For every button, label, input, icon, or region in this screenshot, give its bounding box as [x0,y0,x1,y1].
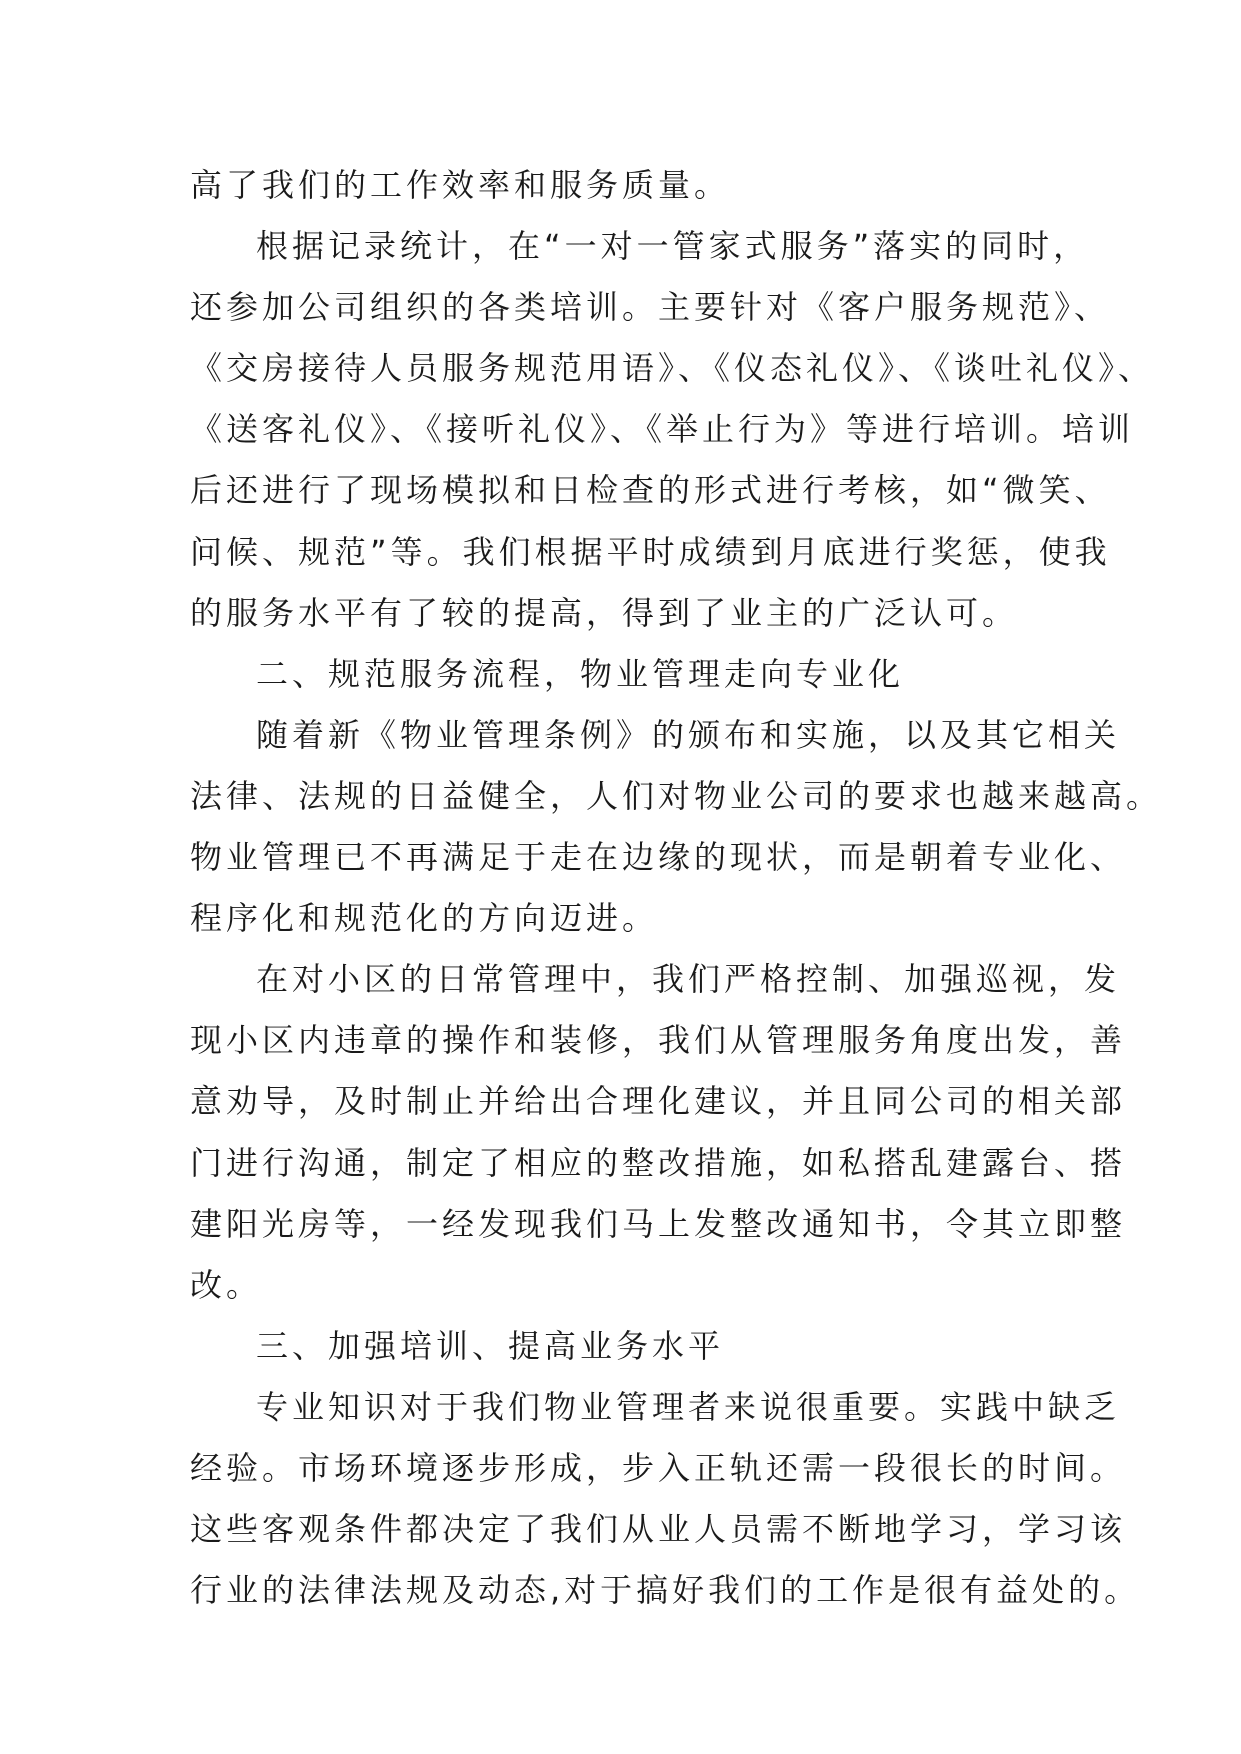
text-line: 程序化和规范化的方向迈进。 [190,899,659,938]
text-line: 门进行沟通，制定了相应的整改措施，如私搭乱建露台、搭 [190,1143,1127,1182]
section-heading: 二、规范服务流程，物业管理走向专业化 [256,654,905,693]
paragraph-first-line: 专业知识对于我们物业管理者来说很重要。实践中缺乏 [256,1387,1121,1426]
text-line: 问候、规范”等。我们根据平时成绩到月底进行奖惩，使我 [190,532,1111,571]
text-line: 《送客礼仪》、《接听礼仪》、《举止行为》等进行培训。培训 [190,410,1135,449]
text-line: 行业的法律法规及动态,对于搞好我们的工作是很有益处的。 [190,1571,1141,1610]
text-line: 高了我们的工作效率和服务质量。 [190,166,731,204]
text-line: 经验。市场环境逐步形成，步入正轨还需一段很长的时间。 [190,1448,1127,1487]
text-line: 这些客观条件都决定了我们从业人员需不断地学习，学习该 [190,1510,1127,1549]
text-line: 后还进行了现场模拟和日检查的形式进行考核，如“微笑、 [190,471,1111,510]
paragraph-first-line: 随着新《物业管理条例》的颁布和实施，以及其它相关 [256,715,1121,754]
text-line: 现小区内违章的操作和装修，我们从管理服务角度出发，善 [190,1021,1127,1060]
section-heading: 三、加强培训、提高业务水平 [256,1326,725,1365]
text-line: 改。 [190,1265,263,1304]
text-line: 意劝导，及时制止并给出合理化建议，并且同公司的相关部 [190,1082,1127,1121]
text-line: 建阳光房等，一经发现我们马上发整改通知书，令其立即整 [190,1204,1127,1243]
text-line: 法律、法规的日益健全，人们对物业公司的要求也越来越高。 [190,776,1163,815]
text-line: 还参加公司组织的各类培训。主要针对《客户服务规范》、 [190,288,1111,327]
document-body [190,155,1163,1621]
text-line: 物业管理已不再满足于走在边缘的现状，而是朝着专业化、 [190,838,1127,877]
text-line: 《交房接待人员服务规范用语》、《仪态礼仪》、《谈吐礼仪》、 [190,349,1155,388]
text-line: 的服务水平有了较的提高，得到了业主的广泛认可。 [190,593,1019,632]
paragraph-first-line: 根据记录统计，在“一对一管家式服务”落实的同时， [256,227,1090,266]
paragraph-first-line: 在对小区的日常管理中，我们严格控制、加强巡视，发 [256,960,1121,999]
